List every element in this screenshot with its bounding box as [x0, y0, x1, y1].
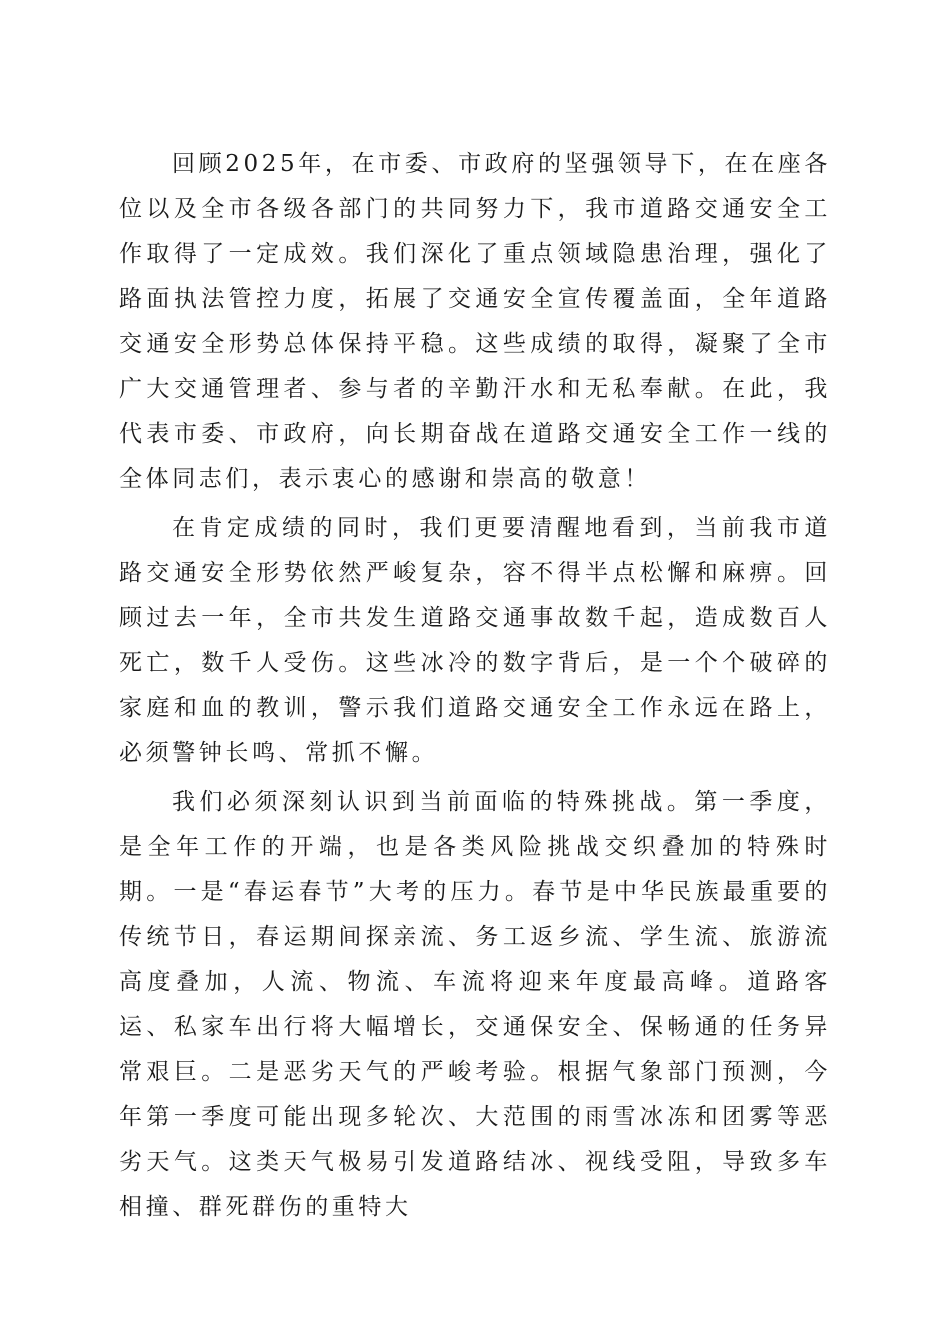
document-body: [119, 142, 831, 1230]
paragraph-safety-situation: 在肯定成绩的同时，我们更要清醒地看到，当前我市道路交通安全形势依然严峻复杂，容不得半点松懈和麻痹。回顾过去一年，全市共发生道路交通事故数千起，造成数百人死亡，数千人受伤。这些冰冷的数字背后，是一个个破碎的家庭和血的教训，警示我们道路交通安全工作永远在路上，必须警钟长鸣、常抓不懈。: [119, 515, 831, 766]
paragraph-special-challenges: 我们必须深刻认识到当前面临的特殊挑战。第一季度，是全年工作的开端，也是各类风险挑战交织叠加的特殊时期。一是“春运春节”大考的压力。春节是中华民族最重要的传统节日，春运期间探亲流、务工返乡流、学生流、旅游流高度叠加，人流、物流、车流将迎来年度最高峰。道路客运、私家车出行将大幅增长，交通保安全、保畅通的任务异常艰巨。二是恶劣天气的严峻考验。根据气象部门预测，今年第一季度可能出现多轮次、大范围的雨雪冰冻和团雾等恶劣天气。这类天气极易引发道路结冰、视线受阻，导致多车相撞、群死群伤的重特大: [119, 789, 831, 1220]
paragraph-review-2025: 回顾2025年，在市委、市政府的坚强领导下，在在座各位以及全市各级各部门的共同努力下，我市道路交通安全工作取得了一定成效。我们深化了重点领域隐患治理，强化了路面执法管控力度，拓展了交通安全宣传覆盖面，全年道路交通安全形势总体保持平稳。这些成绩的取得，凝聚了全市广大交通管理者、参与者的辛勤汗水和无私奉献。在此，我代表市委、市政府，向长期奋战在道路交通安全工作一线的全体同志们，表示衷心的感谢和崇高的敬意！: [119, 151, 831, 492]
